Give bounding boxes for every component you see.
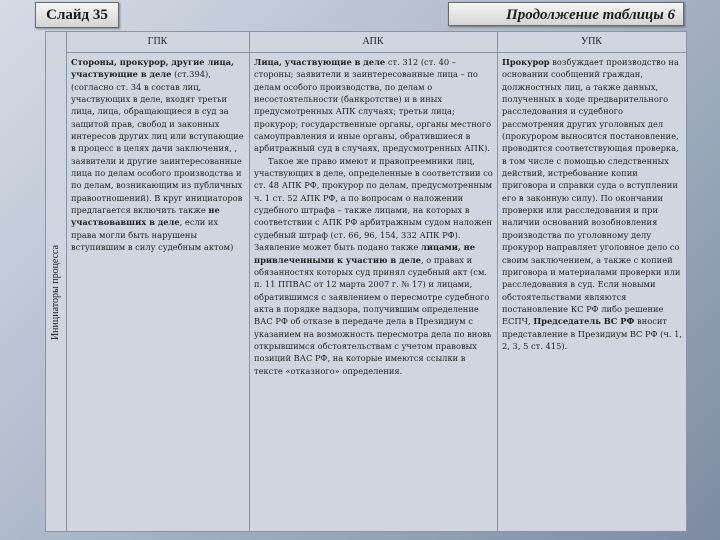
- gpk-text-2: , если их права могли быть нарушены вступившим в силу судебным актом): [71, 217, 234, 253]
- upk-text-1: возбуждает производство на основании сообщений граждан, должностных лиц, а также данных, полученных в ходе предварительного расследования и судебного рассмотрения других уголовных дел (прокурором выносится постановление, проводится соответствующая проверка, в том числе с помощью следственных действий, истребование копии приговора и справки суда о вступлении его в законную силу). По окончании проверки или расследования и при наличии оснований возобновления производства по уголовному делу прокурор направляет уголовное дело со своим заключением, а также с копией приговора и материалами проверки или расследования в суд. Если новыми обстоятельствами являются постановление КС РФ либо решение ЕСПЧ,: [502, 57, 681, 327]
- comparison-table: [45, 31, 687, 532]
- header-upk: УПК: [497, 32, 686, 53]
- continuation-title: Продолжение таблицы 6: [448, 2, 684, 26]
- gpk-text-1: (ст.394), (согласно ст. 34 в состав лиц, участвующих в деле, входят третьи лица, лица, обращающиеся в суд за защитой прав, свобод и законных интересов других лиц или вступающие в процесс в целях дачи заключения, , заявители и другие заинтересованные лица по делам особого производства и по делам, возникающим из публичных правоотношений). В круг инициаторов предлагается включить также: [71, 69, 244, 216]
- upk-bold-prosecutor: Прокурор: [502, 57, 550, 67]
- cell-gpk: [69, 56, 247, 254]
- cell-apk: [252, 56, 495, 377]
- apk-bold-nonparticipants: лицами, не привлеченными к участию в деле: [254, 242, 476, 265]
- apk-text-2: Такое же право имеют и правопреемники лиц, участвующих в деле, определенные в соответствии со ст. 48 АПК РФ, прокурор по делам, предусмотренным ч. 1 ст. 52 АПК РФ, а по вопросам о наложении судебного штрафа – также лицами, на которых в соответствии с АПК РФ арбитражным судом наложен судебный штраф (ст. 66, 96, 154, 332 АПК РФ). Заявление может быть подано также: [254, 155, 493, 253]
- apk-text-1: ст. 312 (ст. 40 – стороны; заявители и заинтересованные лица – по делам особого производства, по делам о несостоятельности (банкротстве) и в иных предусмотренных АПК случаях; третьи лица; прокурор; государственные органы, органы местного самоуправления и иные органы, обратившиеся в арбитражный суд в случаях, предусмотренных АПК).: [254, 57, 492, 154]
- gpk-bold-nonparticipants: не участвовавших в деле: [71, 205, 220, 228]
- header-apk: АПК: [249, 32, 497, 53]
- slide-number-label: Слайд 35: [35, 2, 119, 28]
- column-divider: [66, 32, 67, 531]
- apk-bold-participants: Лица, участвующие в деле: [254, 57, 386, 67]
- row-label-container: [47, 54, 65, 531]
- upk-text-2: вносит представление в Президиум ВС РФ (ч. 1, 2, 3, 5 ст. 415).: [502, 316, 683, 351]
- column-divider: [497, 32, 498, 531]
- column-divider: [249, 32, 250, 531]
- row-label-initiators: Инициаторы процесса: [50, 244, 62, 341]
- upk-bold-chairman: Председатель ВС РФ: [533, 316, 635, 327]
- header-gpk: ГПК: [66, 32, 249, 53]
- gpk-bold-parties: Стороны, прокурор, другие лица, участвующие в деле: [71, 57, 234, 80]
- cell-upk: [500, 56, 685, 352]
- apk-text-3: , о правах и обязанностях которых суд принял судебный акт (см. п. 11 ППВАС от 12 марта 2007 г. № 17) и лицами, обратившимся с заявлением о пересмотре судебного акта в порядке надзора, получившим определение ВАС РФ об отказе в передаче дела в Президиум с указанием на возможность пересмотра дела по вновь открывшимся обстоятельствам с учетом правовых позиций ВАС РФ, на которые имеются ссылки в тексте «отказного» определения.: [254, 254, 492, 376]
